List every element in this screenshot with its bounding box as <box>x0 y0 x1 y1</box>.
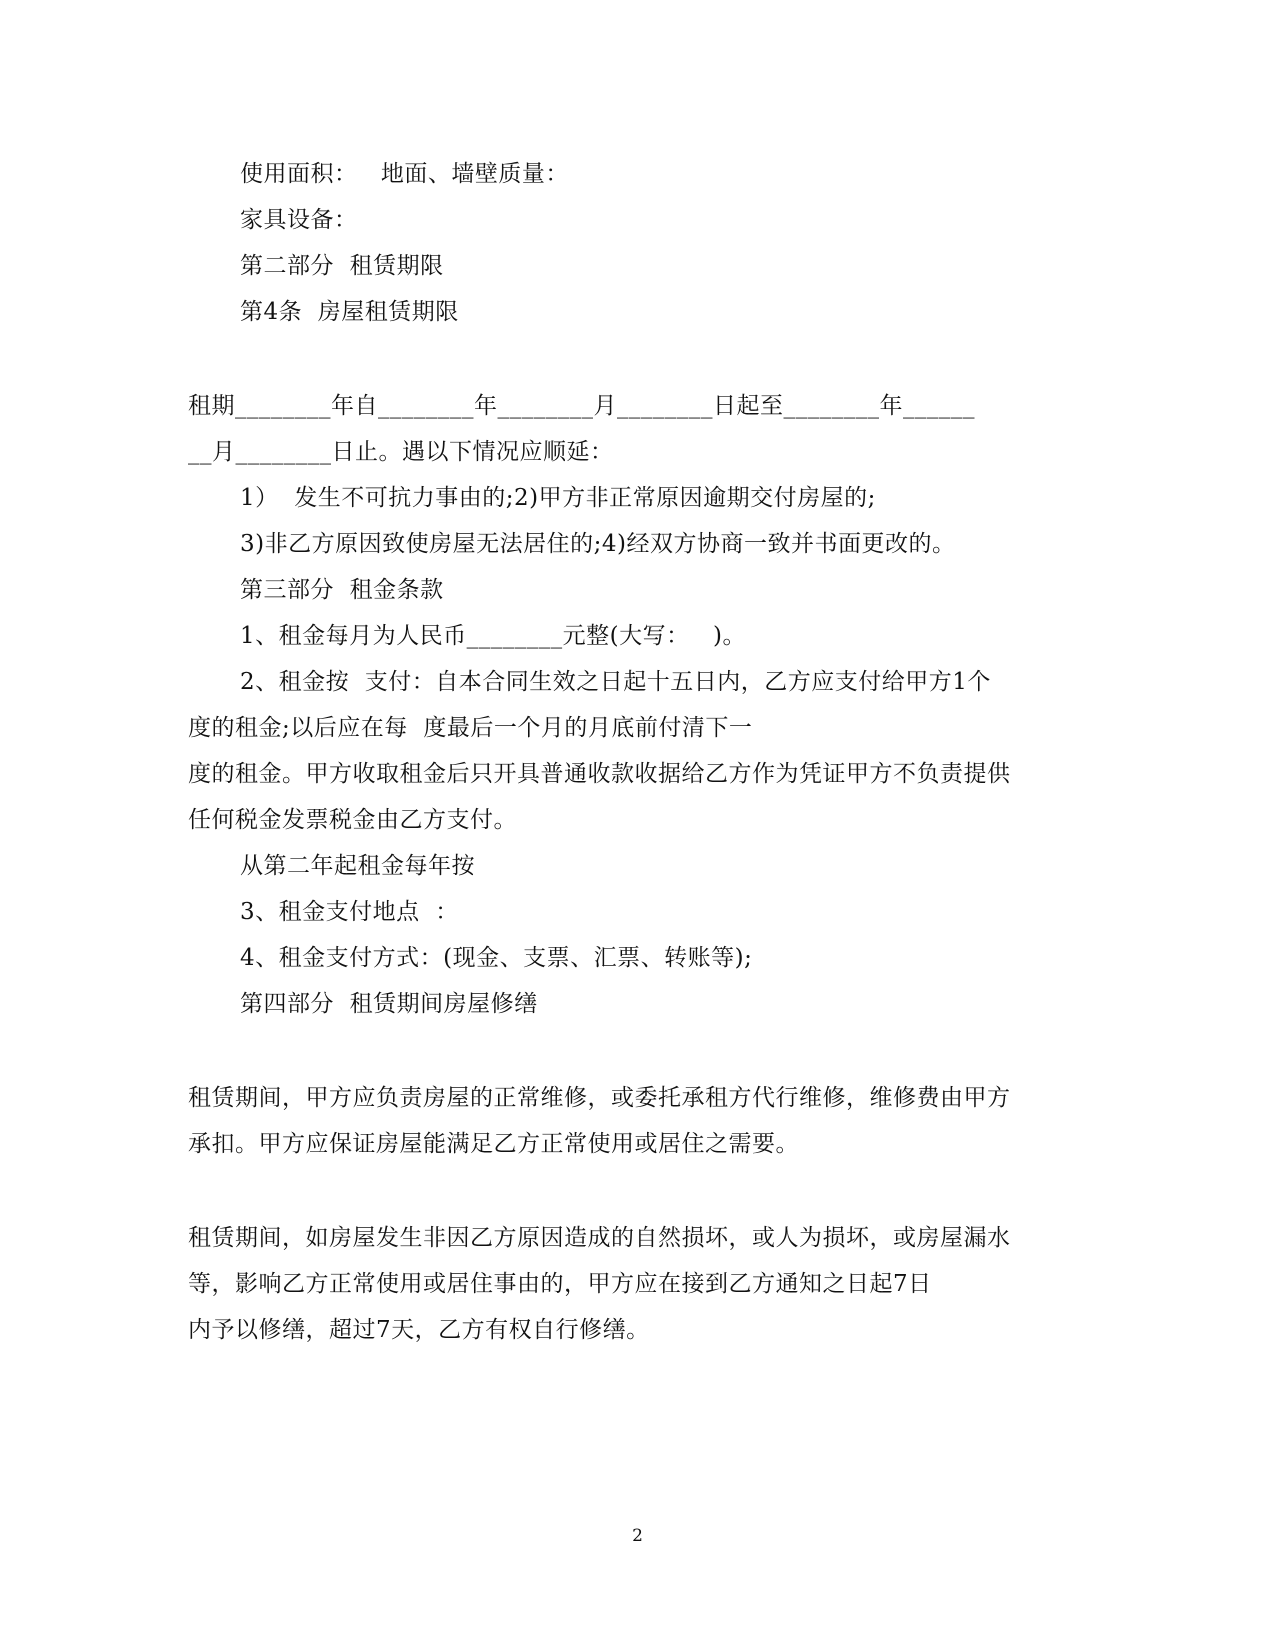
text-line-rent-payment-4: 任何税金发票税金由乙方支付。 <box>188 807 517 833</box>
section-heading-part-two: 第二部分 租赁期限 <box>240 253 444 279</box>
article-heading-4: 第4条 房屋租赁期限 <box>240 299 459 325</box>
text-line-damage-1: 租赁期间，如房屋发生非因乙方原因造成的自然损坏，或人为损坏，或房屋漏水 <box>188 1225 1011 1251</box>
text-line-lease-term-2: __月________日止。遇以下情况应顺延： <box>188 439 614 465</box>
text-line-rent-payment-1: 2、租金按 支付：自本合同生效之日起十五日内，乙方应支付给甲方1个 <box>240 669 991 695</box>
page-number: 2 <box>632 1526 643 1546</box>
text-line-rent-payment-2: 度的租金;以后应在每 度最后一个月的月底前付清下一 <box>188 715 753 741</box>
text-line-furniture: 家具设备： <box>240 207 358 233</box>
text-line-rent-amount: 1、租金每月为人民币________元整(大写： )。 <box>240 623 747 649</box>
text-line-repair-2: 承扣。甲方应保证房屋能满足乙方正常使用或居住之需要。 <box>188 1131 799 1157</box>
text-line-lease-term-1: 租期________年自________年________月________日起至________年______ <box>188 393 975 419</box>
text-line-extension-1: 1） 发生不可抗力事由的;2)甲方非正常原因逾期交付房屋的; <box>240 485 876 511</box>
text-line-rent-increase: 从第二年起租金每年按 <box>240 853 475 879</box>
text-line-damage-2: 等，影响乙方正常使用或居住事由的，甲方应在接到乙方通知之日起7日 <box>188 1271 932 1297</box>
text-line-damage-3: 内予以修缮，超过7天，乙方有权自行修缮。 <box>188 1317 650 1343</box>
text-line-repair-1: 租赁期间，甲方应负责房屋的正常维修，或委托承租方代行维修，维修费由甲方 <box>188 1085 1011 1111</box>
section-heading-part-three: 第三部分 租金条款 <box>240 577 444 603</box>
text-line-extension-2: 3)非乙方原因致使房屋无法居住的;4)经双方协商一致并书面更改的。 <box>240 531 956 557</box>
text-line-rent-payment-3: 度的租金。甲方收取租金后只开具普通收款收据给乙方作为凭证甲方不负责提供 <box>188 761 1011 787</box>
section-heading-part-four: 第四部分 租赁期间房屋修缮 <box>240 991 538 1017</box>
text-line-payment-method: 4、租金支付方式：(现金、支票、汇票、转账等); <box>240 945 753 971</box>
text-line-area-quality: 使用面积： 地面、墙壁质量： <box>240 161 569 187</box>
text-line-payment-location: 3、租金支付地点 ： <box>240 899 459 925</box>
